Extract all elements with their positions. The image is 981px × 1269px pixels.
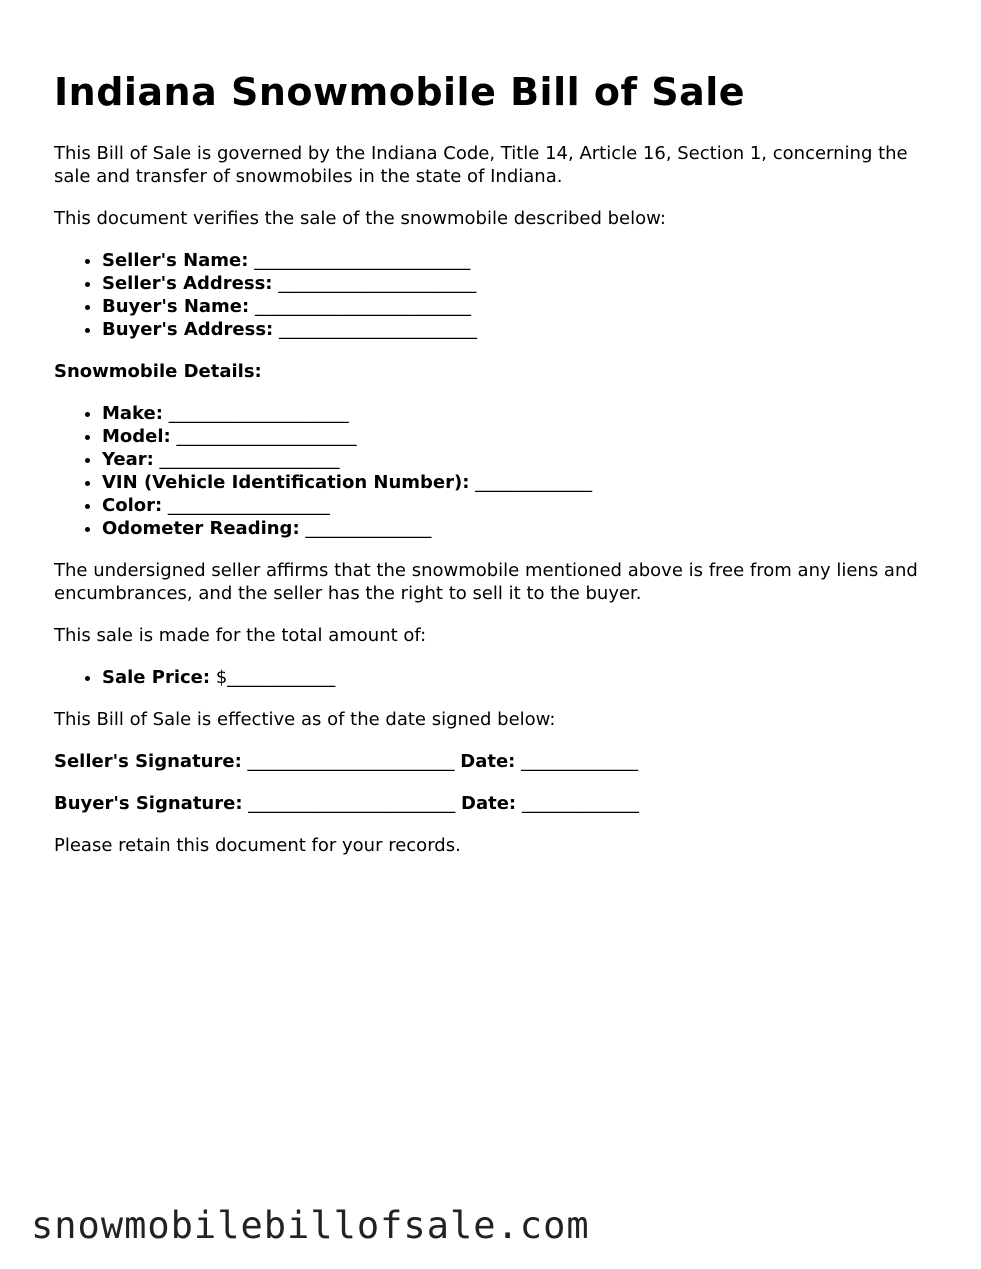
buyer-address-blank: ______________________: [279, 319, 477, 340]
amount-intro: This sale is made for the total amount of:: [54, 625, 427, 646]
buyer-date-blank: _____________: [521, 793, 639, 814]
vin-blank: _____________: [475, 472, 593, 493]
seller-address-label: Seller's Address:: [102, 273, 273, 294]
list-item-vin: [102, 471, 934, 494]
year-label: Year:: [102, 449, 154, 470]
list-item-seller-address: [102, 272, 934, 295]
document: [54, 66, 934, 857]
seller-signature-line: [54, 750, 934, 773]
buyer-date-label: Date:: [461, 793, 517, 814]
buyer-signature-line: [54, 792, 934, 815]
buyer-name-blank: ________________________: [254, 296, 471, 317]
list-item-make: [102, 402, 934, 425]
year-blank: ____________________: [159, 449, 340, 470]
details-list: [54, 402, 934, 540]
intro-paragraph: This Bill of Sale is governed by the Indiana Code, Title 14, Article 16, Section 1, concerning the sale and transfer of snowmobiles in the state of Indiana.: [54, 143, 908, 187]
seller-date-blank: _____________: [521, 751, 639, 772]
buyer-name-label: Buyer's Name:: [102, 296, 250, 317]
model-blank: ____________________: [176, 426, 357, 447]
footer-watermark: snowmobilebillofsale.com: [31, 1204, 590, 1247]
model-label: Model:: [102, 426, 171, 447]
list-item-sale-price: [102, 666, 934, 689]
price-list: [54, 666, 934, 689]
list-item-buyer-address: [102, 318, 934, 341]
details-heading: Snowmobile Details:: [54, 361, 262, 382]
odometer-label: Odometer Reading:: [102, 518, 300, 539]
effective-paragraph: This Bill of Sale is effective as of the date signed below:: [54, 709, 556, 730]
vin-label: VIN (Vehicle Identification Number):: [102, 472, 470, 493]
buyer-address-label: Buyer's Address:: [102, 319, 274, 340]
seller-name-blank: ________________________: [254, 250, 471, 271]
seller-signature-label: Seller's Signature:: [54, 751, 242, 772]
sale-price-blank: $____________: [215, 667, 336, 688]
color-blank: __________________: [167, 495, 330, 516]
list-item-model: [102, 425, 934, 448]
verifies-paragraph: This document verifies the sale of the snowmobile described below:: [54, 208, 666, 229]
color-label: Color:: [102, 495, 163, 516]
list-item-buyer-name: [102, 295, 934, 318]
seller-signature-blank: _______________________: [247, 751, 455, 772]
seller-name-label: Seller's Name:: [102, 250, 249, 271]
closing-paragraph: Please retain this document for your records.: [54, 835, 461, 856]
seller-date-label: Date:: [460, 751, 516, 772]
affirm-paragraph: The undersigned seller affirms that the snowmobile mentioned above is free from any liens and encumbrances, and the seller has the right to sell it to the buyer.: [54, 560, 918, 604]
list-item-seller-name: [102, 249, 934, 272]
list-item-color: [102, 494, 934, 517]
parties-list: [54, 249, 934, 341]
list-item-year: [102, 448, 934, 471]
buyer-signature-label: Buyer's Signature:: [54, 793, 243, 814]
make-label: Make:: [102, 403, 163, 424]
odometer-blank: ______________: [305, 518, 432, 539]
list-item-odometer: [102, 517, 934, 540]
seller-address-blank: ______________________: [278, 273, 477, 294]
sale-price-label: Sale Price:: [102, 667, 211, 688]
make-blank: ____________________: [168, 403, 349, 424]
buyer-signature-blank: _______________________: [248, 793, 456, 814]
document-title: Indiana Snowmobile Bill of Sale: [54, 70, 746, 114]
